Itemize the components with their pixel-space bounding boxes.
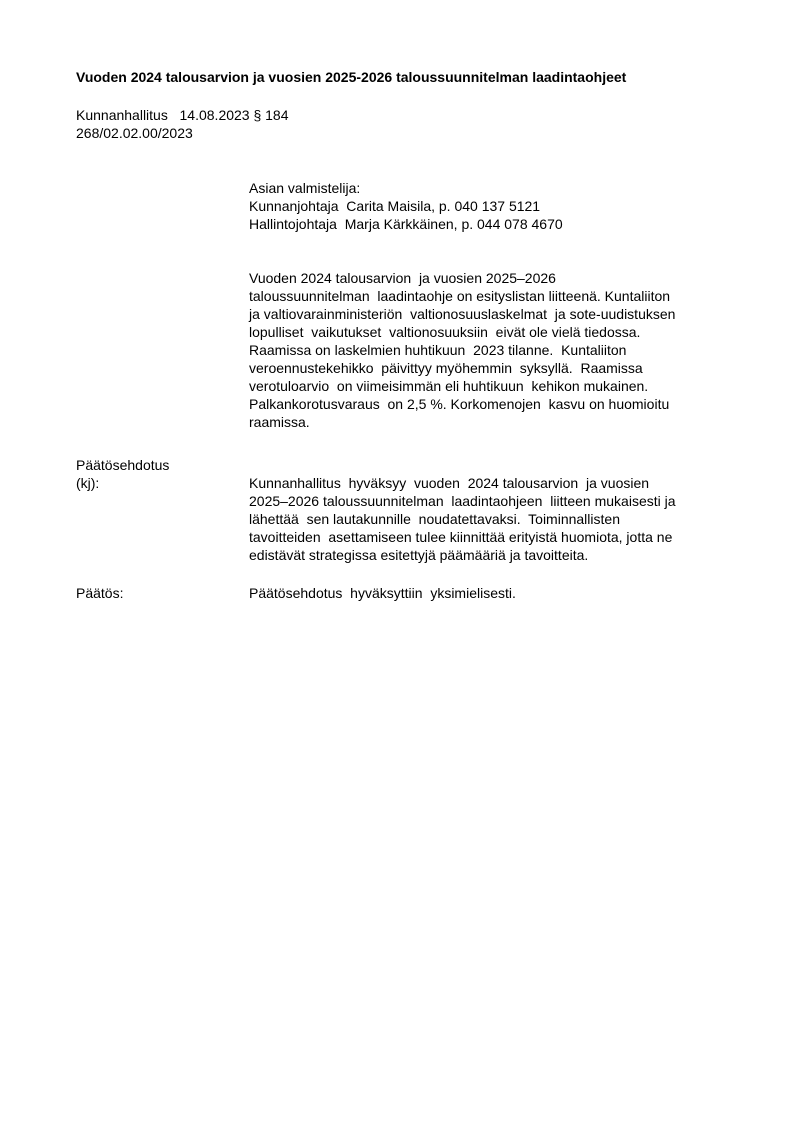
preparer-line: Hallintojohtaja Marja Kärkkäinen, p. 044 078 4670 bbox=[249, 216, 563, 232]
description-line: raamissa. bbox=[249, 414, 310, 430]
description-line: verotuloarvio on viimeisimmän eli huhtikuun kehikon mukainen. bbox=[249, 378, 649, 394]
description-line: Vuoden 2024 talousarvion ja vuosien 2025–2026 bbox=[249, 270, 556, 286]
description-line: lopulliset vaikutukset valtionosuuksiin eivät ole vielä tiedossa. bbox=[249, 324, 641, 340]
preparer-line: Kunnanjohtaja Carita Maisila, p. 040 137 5121 bbox=[249, 198, 541, 214]
description-line: Raamissa on laskelmien huhtikuun 2023 tilanne. Kuntaliiton bbox=[249, 342, 627, 358]
proposal-label-line1: Päätösehdotus bbox=[76, 457, 170, 473]
decision-label: Päätös: bbox=[76, 585, 124, 601]
proposal-line: tavoitteiden asettamiseen tulee kiinnittää erityistä huomiota, jotta ne bbox=[249, 529, 673, 545]
description-section bbox=[249, 269, 731, 431]
decision-text: Päätösehdotus hyväksyttiin yksimielisesti. bbox=[249, 585, 516, 601]
meeting-line: Kunnanhallitus 14.08.2023 § 184 bbox=[76, 107, 289, 123]
description-line: taloussuunnitelman laadintaohje on esityslistan liitteenä. Kuntaliiton bbox=[249, 288, 671, 304]
description-line: ja valtiovarainministeriön valtionosuuslaskelmat ja sote-uudistuksen bbox=[249, 306, 676, 322]
preparer-heading: Asian valmistelija: bbox=[249, 180, 361, 196]
proposal-line: edistävät strategissa esitettyjä päämääriä ja tavoitteita. bbox=[249, 547, 589, 563]
proposal-line: Kunnanhallitus hyväksyy vuoden 2024 talousarvion ja vuosien bbox=[249, 475, 650, 491]
proposal-label bbox=[76, 456, 169, 492]
preparer-section bbox=[249, 179, 731, 233]
document-title: Vuoden 2024 talousarvion ja vuosien 2025-2026 taloussuunnitelman laadintaohjeet bbox=[76, 69, 627, 85]
proposal-label-line2: (kj): bbox=[76, 475, 100, 491]
description-line: veroennustekehikko päivittyy myöhemmin syksyllä. Raamissa bbox=[249, 360, 643, 376]
meeting-info bbox=[76, 106, 289, 142]
proposal-line: lähettää sen lautakunnille noudatettavaksi. Toiminnallisten bbox=[249, 511, 620, 527]
proposal-section bbox=[249, 474, 731, 564]
description-line: Palkankorotusvaraus on 2,5 %. Korkomenojen kasvu on huomioitu bbox=[249, 396, 670, 412]
record-number: 268/02.02.00/2023 bbox=[76, 125, 193, 141]
decision-section bbox=[249, 584, 731, 602]
proposal-line: 2025–2026 taloussuunnitelman laadintaohjeen liitteen mukaisesti ja bbox=[249, 493, 676, 509]
